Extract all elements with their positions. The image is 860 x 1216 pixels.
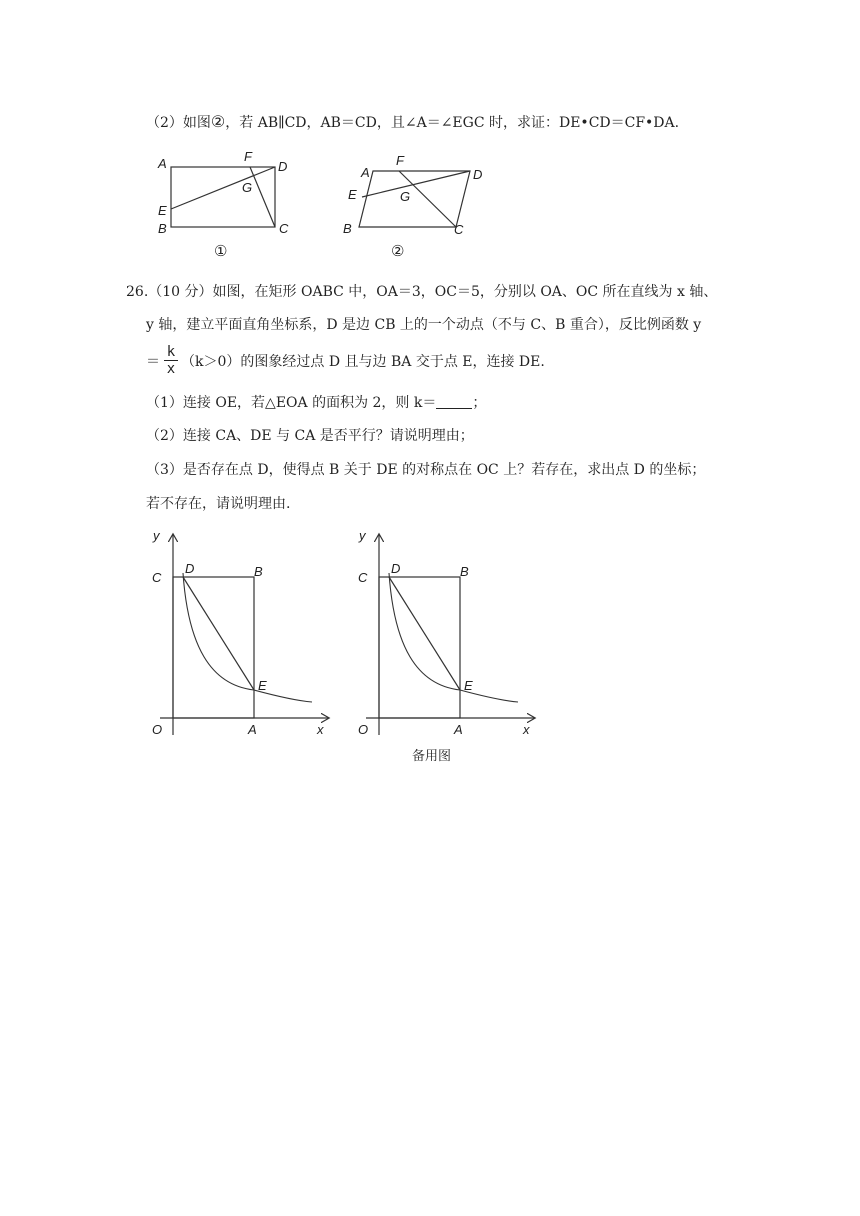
q26-graph-2 <box>356 525 546 745</box>
label-y: y <box>153 528 160 543</box>
q25-figure-2 <box>340 150 500 260</box>
q26-fraction-k-over-x <box>163 344 179 377</box>
label-O: O <box>152 722 163 737</box>
answer-blank[interactable] <box>436 394 472 409</box>
fig1-label-B: B <box>158 221 167 236</box>
q25-figure-1 <box>150 150 310 260</box>
label-E: E <box>258 678 267 693</box>
fig2-label-B: B <box>343 221 352 236</box>
fig2-label-D: D <box>473 167 483 182</box>
fig1-label-E: E <box>158 203 167 218</box>
fig2-label-A: A <box>361 165 370 180</box>
q26-eq-sign: ＝ <box>146 354 160 370</box>
fig1-label-F: F <box>244 149 252 164</box>
fraction-numerator: k <box>166 344 176 360</box>
backup-figure-caption: 备用图 <box>412 749 452 764</box>
q26-line-2: y 轴，建立平面直角坐标系，D 是边 CB 上的一个动点（不与 C、B 重合），反比例函数 y <box>146 317 702 333</box>
fig2-number: ② <box>391 243 405 260</box>
q26-line-1: 26.（10 分）如图，在矩形 OABC 中，OA＝3，OC＝5，分别以 OA、OC 所在直线为 x 轴、 <box>126 284 718 300</box>
fig1-label-C: C <box>279 221 289 236</box>
fig2-label-F: F <box>396 153 404 168</box>
fig1-number: ① <box>214 243 228 260</box>
label-O: O <box>358 722 369 737</box>
q26-part1 <box>146 393 486 413</box>
figure-ref-circle: ② <box>210 112 226 131</box>
label-A: A <box>248 722 257 737</box>
q25-part2-text <box>146 112 679 133</box>
q26-part3-line-1: （3）是否存在点 D，使得点 B 关于 DE 的对称点在 OC 上？若存在，求出点 D 的坐标； <box>146 462 706 478</box>
q26-line-3: （k＞0）的图象经过点 D 且与边 BA 交于点 E，连接 DE. <box>181 354 545 370</box>
label-x: x <box>317 722 324 737</box>
fig2-label-C: C <box>454 222 464 237</box>
label-x: x <box>523 722 530 737</box>
hyperbola-curve <box>389 573 518 702</box>
fig1-label-D: D <box>278 159 288 174</box>
label-E: E <box>464 678 473 693</box>
label-y: y <box>359 528 366 543</box>
fig1-label-G: G <box>242 180 253 195</box>
hyperbola-curve <box>183 573 312 702</box>
label-D: D <box>391 561 401 576</box>
label-D: D <box>185 561 195 576</box>
q26-part1-end: ； <box>472 395 487 411</box>
fig2-label-E: E <box>348 187 357 202</box>
q26-graph-1 <box>150 525 340 745</box>
q26-part1-text: （1）连接 OE，若△EOA 的面积为 2，则 k＝ <box>146 395 437 411</box>
q25-part2-body: ，若 AB∥CD，AB＝CD，且∠A＝∠EGC 时，求证：DE•CD＝CF•DA. <box>225 115 680 131</box>
fig1-label-A: A <box>158 156 167 171</box>
label-C: C <box>358 570 368 585</box>
label-B: B <box>460 564 469 579</box>
q26-part3-line-2: 若不存在，请说明理由. <box>146 496 291 512</box>
label-B: B <box>254 564 263 579</box>
label-A: A <box>454 722 463 737</box>
q26-part2: （2）连接 CA、DE 与 CA 是否平行？请说明理由； <box>146 428 474 444</box>
fraction-denominator: x <box>166 361 176 377</box>
label-C: C <box>152 570 162 585</box>
q25-part2-label: （2）如图 <box>146 115 211 131</box>
fig2-label-G: G <box>400 189 411 204</box>
